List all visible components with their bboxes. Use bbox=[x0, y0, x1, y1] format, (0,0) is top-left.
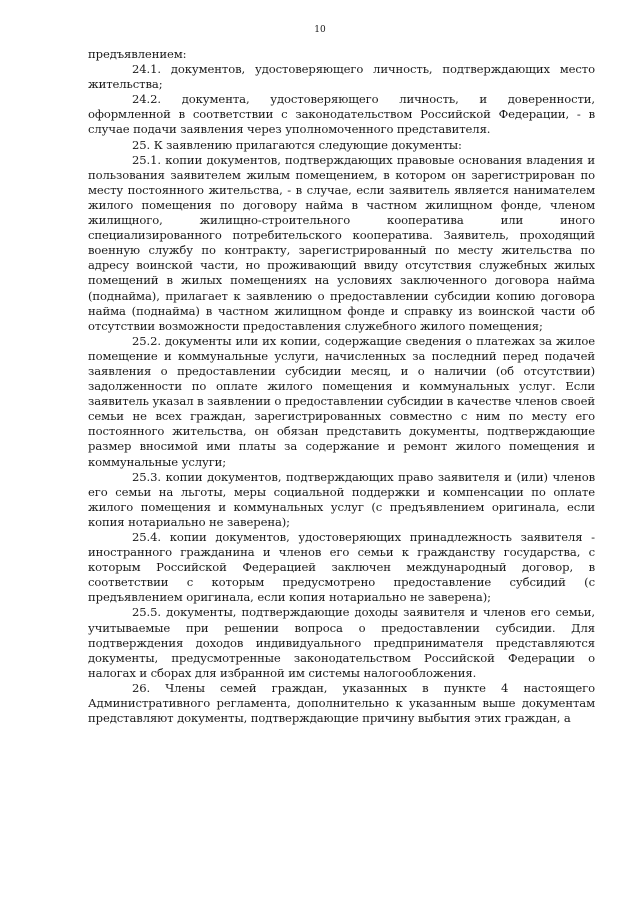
page-number: 10 bbox=[314, 25, 326, 35]
paragraph-25-5: 25.5. документы, подтверждающие доходы заявителя и членов его семьи, учитываемые при решении вопроса о предоставлении субсидии. Для подтверждения доходов индивидуального предпринимателя представляются документы, предусмотренные законодательством Российской Федерации о налогах и сборах для избранной им системы налогообложения. bbox=[88, 605, 595, 680]
paragraph-24-1: 24.1. документов, удостоверяющего личность, подтверждающих место жительства; bbox=[88, 62, 595, 92]
paragraph-25-3: 25.3. копии документов, подтверждающих право заявителя и (или) членов его семьи на льготы, меры социальной поддержки и компенсации по оплате жилого помещения и коммунальных услуг (с предъявлением оригинала, если копия нотариально не заверена); bbox=[88, 469, 595, 529]
paragraph-25: 25. К заявлению прилагаются следующие документы: bbox=[132, 137, 462, 152]
paragraph-26: 26. Члены семей граждан, указанных в пункте 4 настоящего Административного регламента, дополнительно к указанным выше документам представляют документы, подтверждающие причину выбытия этих граждан, а bbox=[88, 680, 595, 726]
paragraph-25-4: 25.4. копии документов, удостоверяющих принадлежность заявителя - иностранного гражданина и членов его семьи к гражданству государства, с которым Российской Федерацией заключен международный договор, в соответствии с которым предусмотрено предоставление субсидий (с предъявлением оригинала, если копия нотариально не заверена); bbox=[88, 530, 595, 605]
paragraph-25-2: 25.2. документы или их копии, содержащие сведения о платежах за жилое помещение и коммунальные услуги, начисленных за последний перед подачей заявления о предоставлении субсидии месяц, и о наличии (об отсутствии) задолженности по оплате жилого помещения и коммунальных услуг. Если заявитель указал в заявлении о предоставлении субсидии в качестве членов своей семьи не всех граждан, зарегистрированных совместно с ним по месту его постоянного жительства, он обязан представить документы, подтверждающие размер вносимой ими платы за содержание и ремонт жилого помещения и коммунальные услуги; bbox=[88, 333, 595, 469]
document-body bbox=[88, 47, 595, 726]
paragraph-24-2: 24.2. документа, удостоверяющего личность, и доверенности, оформленной в соответствии с законодательством Российской Федерации, - в случае подачи заявления через уполномоченного представителя. bbox=[88, 92, 595, 137]
paragraph-25-1: 25.1. копии документов, подтверждающих правовые основания владения и пользования заявителем жилым помещением, в котором он зарегистрирован по месту постоянного жительства, - в случае, если заявитель является нанимателем жилого помещения по договору найма в частном жилищном фонде, членом жилищного, жилищно-строительного кооператива или иного специализированного потребительского кооператива. Заявитель, проходящий военную службу по контракту, зарегистрированный по месту жительства по адресу воинской части, но проживающий ввиду отсутствия служебных жилых помещений в жилых помещениях на условиях заключенного договора найма (поднайма), прилагает к заявлению о предоставлении субсидии копию договора найма (поднайма) в частном жилищном фонде и справку из воинской части об отсутствии возможности предоставления служебного жилого помещения; bbox=[88, 152, 595, 333]
paragraph-continuation: предъявлением: bbox=[88, 47, 187, 61]
